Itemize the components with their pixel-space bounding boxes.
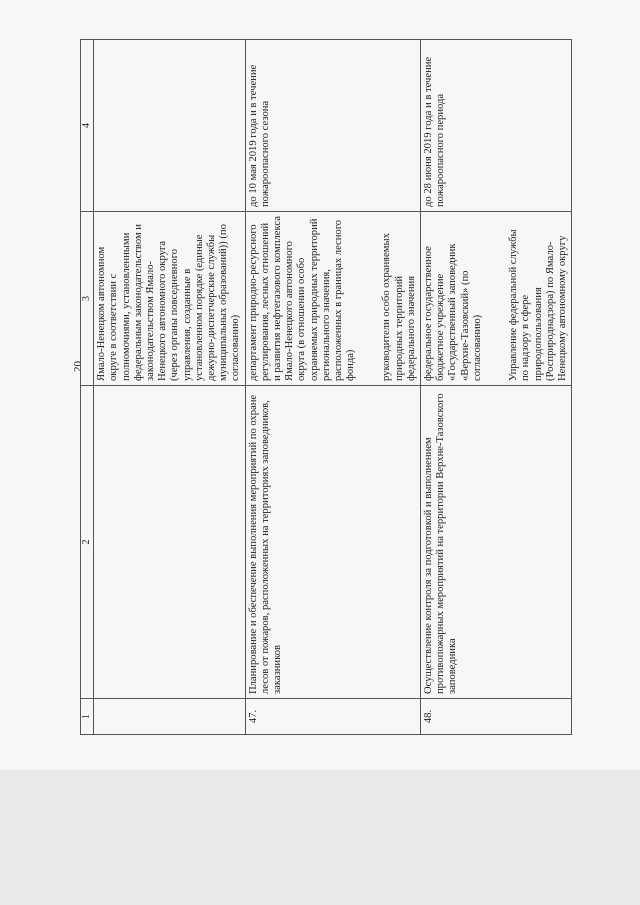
row-number: 47. <box>245 699 420 735</box>
table-row <box>94 40 245 735</box>
deadline-cell <box>94 40 245 212</box>
executor-text: департамент природно-ресурсного регулирования, лесных отношений и развития нефтегазового комплекса Ямало-Ненецкого автономного округа (в отношении особо охраняемых природных территорий регионального значения, расположенных в границах лесного фонда) <box>247 216 357 381</box>
column-header: 3 <box>81 212 94 386</box>
row-number: 48. <box>421 699 572 735</box>
header-row <box>81 40 94 735</box>
measures-table <box>80 39 572 735</box>
column-header: 4 <box>81 40 94 212</box>
executor-cell <box>421 212 572 386</box>
row-number <box>94 699 245 735</box>
executor-cell <box>94 212 245 386</box>
measure-cell: Осуществление контроля за подготовкой и выполнением противопожарных мероприятий на территории Верхне-Тазовского заповедника <box>421 386 572 699</box>
table-row <box>421 40 572 735</box>
column-header: 2 <box>81 386 94 699</box>
measure-cell: Планирование и обеспечение выполнения мероприятий по охране лесов от пожаров, расположенных на территориях заповедников, заказников <box>245 386 420 699</box>
executor-text: Ямало-Ненецком автономном округе в соответствии с полномочиями, установленными федеральным законодательством и законодательством Ямало-Ненецкого автономного округа (через органы повседневного управления, созданные в установленном порядке (единые дежурно-диспетчерские службы муниципальных образований)) (по согласованию) <box>96 224 242 381</box>
executor-text: руководители особо охраняемых природных территорий федерального значения <box>381 233 417 381</box>
rotated-table-wrapper <box>80 40 568 735</box>
executor-cell <box>245 212 420 386</box>
page-number: 20 <box>72 361 84 372</box>
executor-text: федеральное государственное бюджетное учреждение «Государственный заповедник «Верхне-Тазовский» (по согласованию) <box>423 243 483 381</box>
deadline-cell: до 28 июня 2019 года и в течение пожароопасного периода <box>421 40 572 212</box>
measure-cell <box>94 386 245 699</box>
table-row <box>245 40 420 735</box>
executor-text: Управление федеральной службы по надзору в сфере природопользования (Росприроднадзора) по Ямало-Ненецкому автономному округу <box>508 229 568 381</box>
deadline-cell: до 10 мая 2019 года и в течение пожароопасного сезона <box>245 40 420 212</box>
column-header: 1 <box>81 699 94 735</box>
